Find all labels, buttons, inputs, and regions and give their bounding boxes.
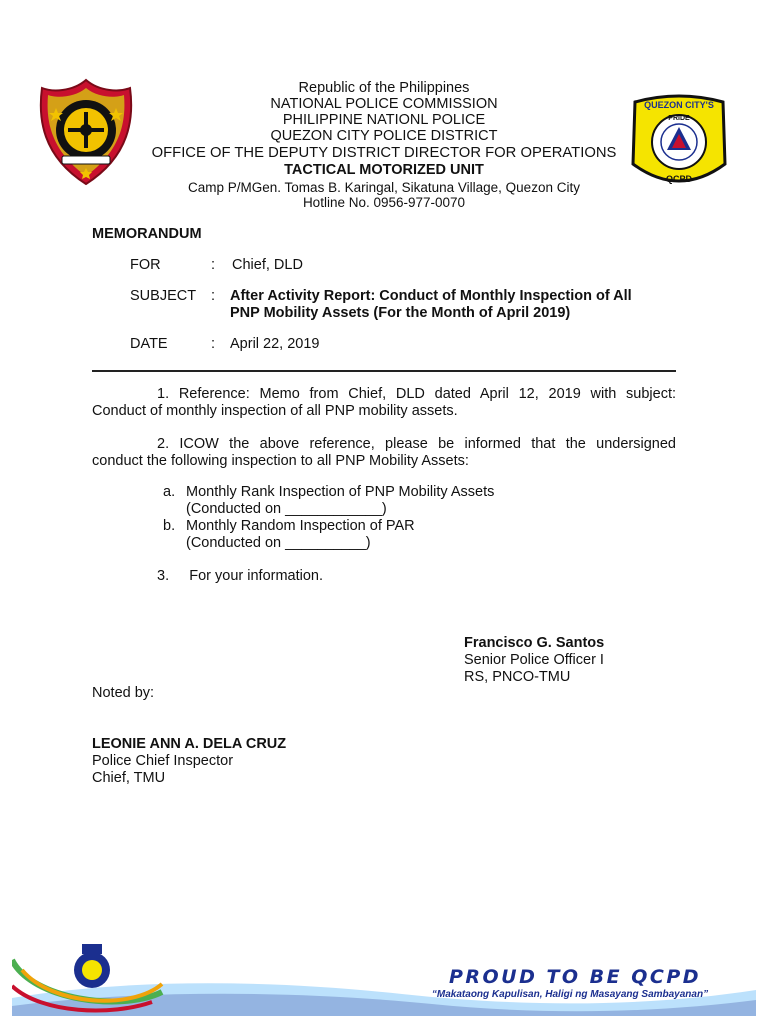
svg-text:QCPD: QCPD [665,174,693,184]
noted-name: LEONIE ANN A. DELA CRUZ [92,736,287,752]
date-value: April 22, 2019 [230,336,320,352]
item-a-text: Monthly Rank Inspection of PNP Mobility Assets [186,484,495,500]
noted-position: Chief, TMU [92,770,166,786]
para-1-line-1: 1. Reference: Memo from Chief, DLD dated April 12, 2019 with subject: [157,386,676,402]
signatory-rank: Senior Police Officer I [464,652,604,668]
header-hotline: Hotline No. 0956-977-0070 [302,195,466,210]
item-b-conducted: (Conducted on __________) [186,535,371,551]
memo-title: MEMORANDUM [92,226,202,242]
header-republic: Republic of the Philippines [298,80,470,96]
header-pnp: PHILIPPINE NATIONL POLICE [282,112,486,128]
subject-colon: : [211,288,216,304]
para-2-line-2: conduct the following inspection to all PNP Mobility Assets: [92,453,469,469]
for-label: FOR [130,257,161,273]
svg-text:QUEZON CITY'S: QUEZON CITY'S [644,100,714,110]
subject-line-1: After Activity Report: Conduct of Monthly Inspection of All [230,288,632,304]
header-unit: TACTICAL MOTORIZED UNIT [284,162,484,178]
footer-slogan: PROUD TO BE QCPD [448,966,702,988]
signatory-position: RS, PNCO-TMU [464,669,571,685]
footer-tagline: “Makataong Kapulisan, Haligi ng Masayang Sambayanan” [431,989,709,1000]
date-label: DATE [130,336,168,352]
for-value: Chief, DLD [232,257,303,273]
header-divider [92,370,676,372]
signatory-name: Francisco G. Santos [464,635,605,651]
para-3: 3. For your information. [157,568,324,584]
item-b-label: b. [163,518,176,534]
header-qcpd: QUEZON CITY POLICE DISTRICT [270,128,498,144]
item-a-label: a. [163,484,176,500]
noted-by-label: Noted by: [92,685,155,701]
svg-text:PRIDE: PRIDE [668,115,690,122]
date-colon: : [211,336,216,352]
header-napolcom: NATIONAL POLICE COMMISSION [270,96,498,112]
para-1-line-2: Conduct of monthly inspection of all PNP mobility assets. [92,403,458,419]
subject-label: SUBJECT [130,288,197,304]
para-2-line-1: 2. ICOW the above reference, please be informed that the undersigned [157,436,676,452]
header-address: Camp P/MGen. Tomas B. Karingal, Sikatuna Village, Quezon City [188,180,580,195]
noted-rank: Police Chief Inspector [92,753,234,769]
item-a-conducted: (Conducted on ____________) [186,501,387,517]
subject-line-2: PNP Mobility Assets (For the Month of April 2019) [230,305,571,321]
header-office: OFFICE OF THE DEPUTY DISTRICT DIRECTOR FOR OPERATIONS [151,145,617,161]
for-colon: : [211,257,216,273]
item-b-text: Monthly Random Inspection of PAR [186,518,415,534]
